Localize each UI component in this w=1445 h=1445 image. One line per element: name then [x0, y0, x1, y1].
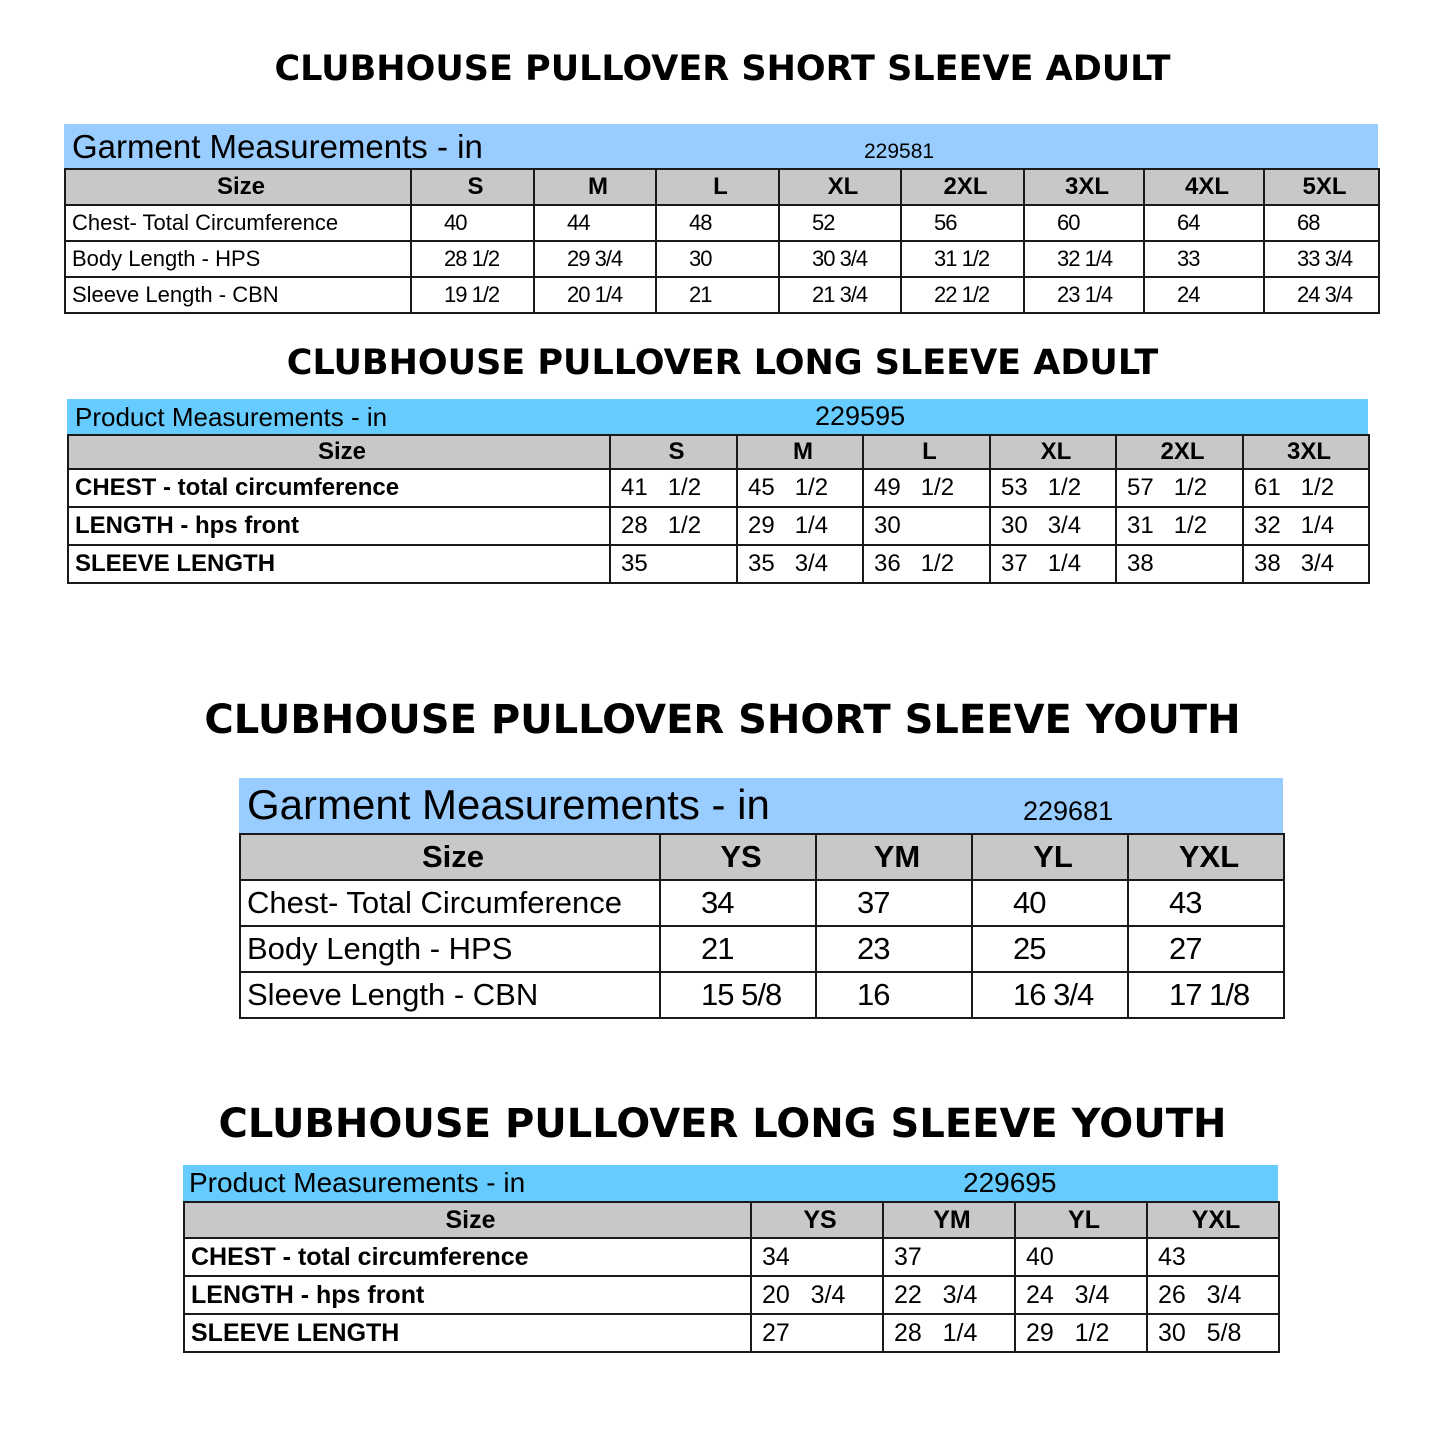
size-column-header: Size: [65, 169, 411, 205]
size-header: 2XL: [1116, 435, 1243, 469]
size-header-row: [65, 169, 1379, 205]
chart-heading: Product Measurements - in: [189, 1167, 526, 1198]
row-label: Body Length - HPS: [65, 241, 411, 277]
size-header: L: [863, 435, 990, 469]
style-code: 229695: [963, 1167, 1057, 1198]
size-header: YXL: [1147, 1202, 1279, 1238]
measurement-cell: 41 1/2: [610, 469, 737, 507]
measurement-cell: 30 5/8: [1147, 1314, 1279, 1352]
measurement-table: [67, 434, 1370, 584]
measurement-cell: 27: [751, 1314, 883, 1352]
measurement-cell: 29 3/4: [534, 241, 656, 277]
chart-header: [67, 399, 1368, 434]
row-label: Sleeve Length - CBN: [240, 972, 660, 1018]
measurement-cell: 25: [972, 926, 1128, 972]
chart-header: [239, 778, 1283, 833]
measurement-cell: 28 1/2: [610, 507, 737, 545]
size-header: 3XL: [1243, 435, 1369, 469]
measurement-cell: 37: [883, 1238, 1015, 1276]
table-row: [65, 241, 1379, 277]
measurement-cell: 19 1/2: [411, 277, 534, 313]
measurement-cell: 44: [534, 205, 656, 241]
measurement-cell: 48: [656, 205, 779, 241]
section-title-long-sleeve-youth: CLUBHOUSE PULLOVER LONG SLEEVE YOUTH: [218, 1101, 1227, 1147]
chart-heading: Garment Measurements - in: [72, 128, 483, 165]
size-header: YL: [1015, 1202, 1147, 1238]
size-header: YM: [883, 1202, 1015, 1238]
section-title-short-sleeve-adult: CLUBHOUSE PULLOVER SHORT SLEEVE ADULT: [274, 49, 1171, 89]
size-header: XL: [779, 169, 901, 205]
measurement-cell: 26 3/4: [1147, 1276, 1279, 1314]
measurement-cell: 43: [1147, 1238, 1279, 1276]
style-code: 229681: [1023, 796, 1114, 826]
measurement-cell: 64: [1144, 205, 1264, 241]
measurement-cell: 57 1/2: [1116, 469, 1243, 507]
measurement-cell: 16 3/4: [972, 972, 1128, 1018]
style-code: 229581: [864, 140, 935, 163]
measurement-cell: 43: [1128, 880, 1284, 926]
size-header: YS: [751, 1202, 883, 1238]
chart-header: [64, 124, 1378, 168]
table-row: [240, 972, 1284, 1018]
measurement-cell: 30 3/4: [779, 241, 901, 277]
measurement-cell: 52: [779, 205, 901, 241]
chart-heading: Product Measurements - in: [75, 402, 388, 432]
measurement-cell: 21 3/4: [779, 277, 901, 313]
measurement-cell: 34: [751, 1238, 883, 1276]
measurement-cell: 38 3/4: [1243, 545, 1369, 583]
measurement-cell: 40: [972, 880, 1128, 926]
size-header: 2XL: [901, 169, 1024, 205]
row-label: CHEST - total circumference: [184, 1238, 751, 1276]
measurement-cell: 30: [656, 241, 779, 277]
measurement-cell: 33: [1144, 241, 1264, 277]
table-row: [65, 205, 1379, 241]
measurement-cell: 45 1/2: [737, 469, 863, 507]
section-title-short-sleeve-youth: CLUBHOUSE PULLOVER SHORT SLEEVE YOUTH: [204, 697, 1241, 743]
size-chart-long-sleeve-adult: [67, 399, 1368, 584]
size-header: YM: [816, 834, 972, 880]
table-row: [68, 469, 1369, 507]
measurement-cell: 49 1/2: [863, 469, 990, 507]
size-header: M: [737, 435, 863, 469]
measurement-table: [239, 833, 1285, 1019]
chart-header: [183, 1165, 1278, 1201]
size-header: XL: [990, 435, 1116, 469]
measurement-cell: 38: [1116, 545, 1243, 583]
size-column-header: Size: [184, 1202, 751, 1238]
size-header-row: [184, 1202, 1279, 1238]
table-row: [240, 880, 1284, 926]
row-label: SLEEVE LENGTH: [68, 545, 610, 583]
table-row: [65, 277, 1379, 313]
measurement-cell: 68: [1264, 205, 1379, 241]
row-label: CHEST - total circumference: [68, 469, 610, 507]
measurement-cell: 30: [863, 507, 990, 545]
measurement-cell: 36 1/2: [863, 545, 990, 583]
row-label: Chest- Total Circumference: [240, 880, 660, 926]
measurement-cell: 20 1/4: [534, 277, 656, 313]
measurement-table: [64, 168, 1380, 314]
table-row: [240, 926, 1284, 972]
measurement-cell: 21: [660, 926, 816, 972]
measurement-cell: 22 1/2: [901, 277, 1024, 313]
measurement-cell: 28 1/4: [883, 1314, 1015, 1352]
measurement-cell: 29 1/2: [1015, 1314, 1147, 1352]
chart-heading: Garment Measurements - in: [247, 781, 770, 828]
size-header: 4XL: [1144, 169, 1264, 205]
row-label: LENGTH - hps front: [184, 1276, 751, 1314]
section-title-long-sleeve-adult: CLUBHOUSE PULLOVER LONG SLEEVE ADULT: [286, 343, 1159, 383]
style-code: 229595: [815, 401, 906, 431]
measurement-cell: 15 5/8: [660, 972, 816, 1018]
size-column-header: Size: [68, 435, 610, 469]
size-header: S: [411, 169, 534, 205]
size-chart-short-sleeve-youth: [239, 778, 1283, 1019]
size-header: YXL: [1128, 834, 1284, 880]
measurement-cell: 31 1/2: [1116, 507, 1243, 545]
measurement-cell: 34: [660, 880, 816, 926]
size-chart-long-sleeve-youth: [183, 1165, 1278, 1353]
measurement-cell: 24 3/4: [1264, 277, 1379, 313]
table-row: [68, 507, 1369, 545]
measurement-cell: 40: [411, 205, 534, 241]
size-chart-short-sleeve-adult: [64, 124, 1378, 314]
measurement-cell: 31 1/2: [901, 241, 1024, 277]
size-header-row: [240, 834, 1284, 880]
measurement-cell: 21: [656, 277, 779, 313]
measurement-cell: 27: [1128, 926, 1284, 972]
measurement-cell: 24 3/4: [1015, 1276, 1147, 1314]
table-row: [184, 1238, 1279, 1276]
measurement-cell: 22 3/4: [883, 1276, 1015, 1314]
measurement-cell: 23: [816, 926, 972, 972]
measurement-cell: 32 1/4: [1243, 507, 1369, 545]
size-header: YL: [972, 834, 1128, 880]
size-column-header: Size: [240, 834, 660, 880]
measurement-cell: 56: [901, 205, 1024, 241]
size-header: 3XL: [1024, 169, 1144, 205]
measurement-cell: 40: [1015, 1238, 1147, 1276]
size-header: YS: [660, 834, 816, 880]
measurement-cell: 37: [816, 880, 972, 926]
measurement-cell: 53 1/2: [990, 469, 1116, 507]
measurement-cell: 24: [1144, 277, 1264, 313]
measurement-cell: 61 1/2: [1243, 469, 1369, 507]
measurement-cell: 17 1/8: [1128, 972, 1284, 1018]
size-header: L: [656, 169, 779, 205]
row-label: Body Length - HPS: [240, 926, 660, 972]
measurement-cell: 16: [816, 972, 972, 1018]
measurement-cell: 29 1/4: [737, 507, 863, 545]
measurement-cell: 60: [1024, 205, 1144, 241]
row-label: Sleeve Length - CBN: [65, 277, 411, 313]
table-row: [184, 1276, 1279, 1314]
measurement-cell: 33 3/4: [1264, 241, 1379, 277]
row-label: SLEEVE LENGTH: [184, 1314, 751, 1352]
size-header: 5XL: [1264, 169, 1379, 205]
row-label: Chest- Total Circumference: [65, 205, 411, 241]
measurement-cell: 35: [610, 545, 737, 583]
measurement-cell: 37 1/4: [990, 545, 1116, 583]
measurement-cell: 32 1/4: [1024, 241, 1144, 277]
size-header-row: [68, 435, 1369, 469]
table-row: [68, 545, 1369, 583]
measurement-cell: 35 3/4: [737, 545, 863, 583]
measurement-cell: 30 3/4: [990, 507, 1116, 545]
row-label: LENGTH - hps front: [68, 507, 610, 545]
measurement-cell: 28 1/2: [411, 241, 534, 277]
size-header: M: [534, 169, 656, 205]
size-header: S: [610, 435, 737, 469]
measurement-cell: 20 3/4: [751, 1276, 883, 1314]
measurement-cell: 23 1/4: [1024, 277, 1144, 313]
table-row: [184, 1314, 1279, 1352]
measurement-table: [183, 1201, 1280, 1353]
